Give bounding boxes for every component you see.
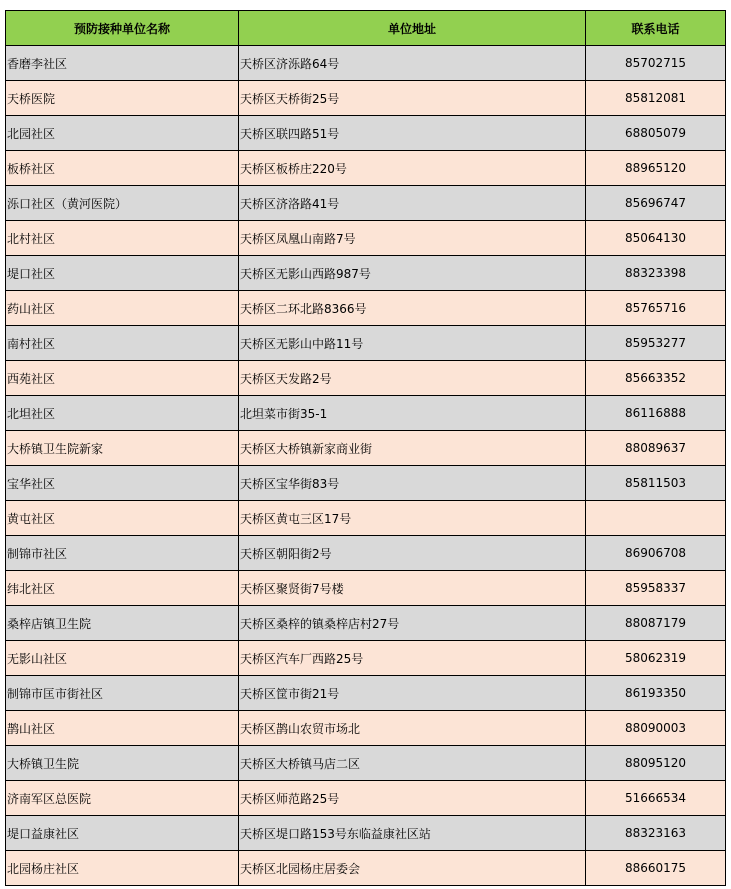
unit-name-cell: 板桥社区 [6,151,239,186]
unit-name-cell: 药山社区 [6,291,239,326]
unit-address-cell: 天桥区桑梓的镇桑梓店村27号 [239,606,586,641]
unit-address-cell: 天桥区无影山西路987号 [239,256,586,291]
contact-phone-cell: 88323398 [586,256,726,291]
table-row [6,781,726,816]
unit-name-cell: 北坦社区 [6,396,239,431]
unit-name-cell: 南村社区 [6,326,239,361]
table-row [6,431,726,466]
contact-phone-cell: 85953277 [586,326,726,361]
contact-phone-cell: 85696747 [586,186,726,221]
unit-address-cell: 天桥区济泺路64号 [239,46,586,81]
unit-address-cell: 天桥区凤凰山南路7号 [239,221,586,256]
table-body [6,46,726,886]
table-row [6,116,726,151]
unit-name-cell: 黄屯社区 [6,501,239,536]
table-row [6,396,726,431]
table-row [6,151,726,186]
unit-name-cell: 堤口社区 [6,256,239,291]
unit-name-cell: 香磨李社区 [6,46,239,81]
unit-address-cell: 天桥区天发路2号 [239,361,586,396]
table-row [6,291,726,326]
unit-address-cell: 天桥区汽车厂西路25号 [239,641,586,676]
contact-phone-cell: 85663352 [586,361,726,396]
contact-phone-cell: 88323163 [586,816,726,851]
table-row [6,711,726,746]
unit-name-cell: 制锦市社区 [6,536,239,571]
unit-address-cell: 天桥区无影山中路11号 [239,326,586,361]
table-row [6,676,726,711]
contact-phone-cell: 88087179 [586,606,726,641]
table-row [6,326,726,361]
unit-address-cell: 天桥区大桥镇新家商业街 [239,431,586,466]
unit-address-cell: 天桥区北园杨庄居委会 [239,851,586,886]
contact-phone-cell: 58062319 [586,641,726,676]
unit-name-cell: 北园社区 [6,116,239,151]
table-row [6,641,726,676]
contact-phone-cell: 85064130 [586,221,726,256]
unit-address-cell: 天桥区黄屯三区17号 [239,501,586,536]
table-row [6,571,726,606]
unit-name-cell: 大桥镇卫生院新家 [6,431,239,466]
contact-phone-cell: 85958337 [586,571,726,606]
unit-address-cell: 天桥区筐市街21号 [239,676,586,711]
unit-name-cell: 桑梓店镇卫生院 [6,606,239,641]
unit-name-cell: 北园杨庄社区 [6,851,239,886]
contact-phone-cell: 88095120 [586,746,726,781]
table-row [6,606,726,641]
contact-phone-cell: 86193350 [586,676,726,711]
unit-name-cell: 鹊山社区 [6,711,239,746]
unit-address-cell: 天桥区鹊山农贸市场北 [239,711,586,746]
contact-phone-cell: 51666534 [586,781,726,816]
unit-name-cell: 西苑社区 [6,361,239,396]
unit-address-cell: 天桥区聚贤街7号楼 [239,571,586,606]
unit-name-cell: 无影山社区 [6,641,239,676]
table-row [6,816,726,851]
unit-address-cell: 天桥区二环北路8366号 [239,291,586,326]
unit-name-cell: 制锦市匡市街社区 [6,676,239,711]
contact-phone-cell: 88660175 [586,851,726,886]
contact-phone-cell: 68805079 [586,116,726,151]
unit-name-cell: 纬北社区 [6,571,239,606]
header-unit-name: 预防接种单位名称 [6,11,239,46]
unit-address-cell: 天桥区联四路51号 [239,116,586,151]
unit-name-cell: 宝华社区 [6,466,239,501]
table-row [6,221,726,256]
unit-name-cell: 泺口社区（黄河医院） [6,186,239,221]
vaccination-units-table [5,10,726,886]
contact-phone-cell: 85765716 [586,291,726,326]
header-contact-phone: 联系电话 [586,11,726,46]
table-row [6,466,726,501]
unit-address-cell: 天桥区师范路25号 [239,781,586,816]
contact-phone-cell: 85812081 [586,81,726,116]
unit-address-cell: 天桥区大桥镇马店二区 [239,746,586,781]
table-row [6,536,726,571]
contact-phone-cell: 85702715 [586,46,726,81]
unit-name-cell: 天桥医院 [6,81,239,116]
unit-name-cell: 济南军区总医院 [6,781,239,816]
header-unit-address: 单位地址 [239,11,586,46]
unit-address-cell: 天桥区宝华街83号 [239,466,586,501]
table-header-row [6,11,726,46]
unit-address-cell: 天桥区堤口路153号东临益康社区站 [239,816,586,851]
unit-address-cell: 天桥区朝阳街2号 [239,536,586,571]
table-row [6,501,726,536]
unit-name-cell: 大桥镇卫生院 [6,746,239,781]
unit-name-cell: 堤口益康社区 [6,816,239,851]
contact-phone-cell: 85811503 [586,466,726,501]
table-row [6,256,726,291]
contact-phone-cell: 88965120 [586,151,726,186]
table-row [6,851,726,886]
unit-address-cell: 天桥区板桥庄220号 [239,151,586,186]
unit-address-cell: 北坦菜市街35-1 [239,396,586,431]
table-row [6,81,726,116]
contact-phone-cell: 88090003 [586,711,726,746]
table-row [6,186,726,221]
table-row [6,746,726,781]
contact-phone-cell: 88089637 [586,431,726,466]
contact-phone-cell: 86116888 [586,396,726,431]
contact-phone-cell: 86906708 [586,536,726,571]
contact-phone-cell [586,501,726,536]
unit-address-cell: 天桥区济洛路41号 [239,186,586,221]
unit-address-cell: 天桥区天桥街25号 [239,81,586,116]
unit-name-cell: 北村社区 [6,221,239,256]
table-row [6,46,726,81]
table-row [6,361,726,396]
